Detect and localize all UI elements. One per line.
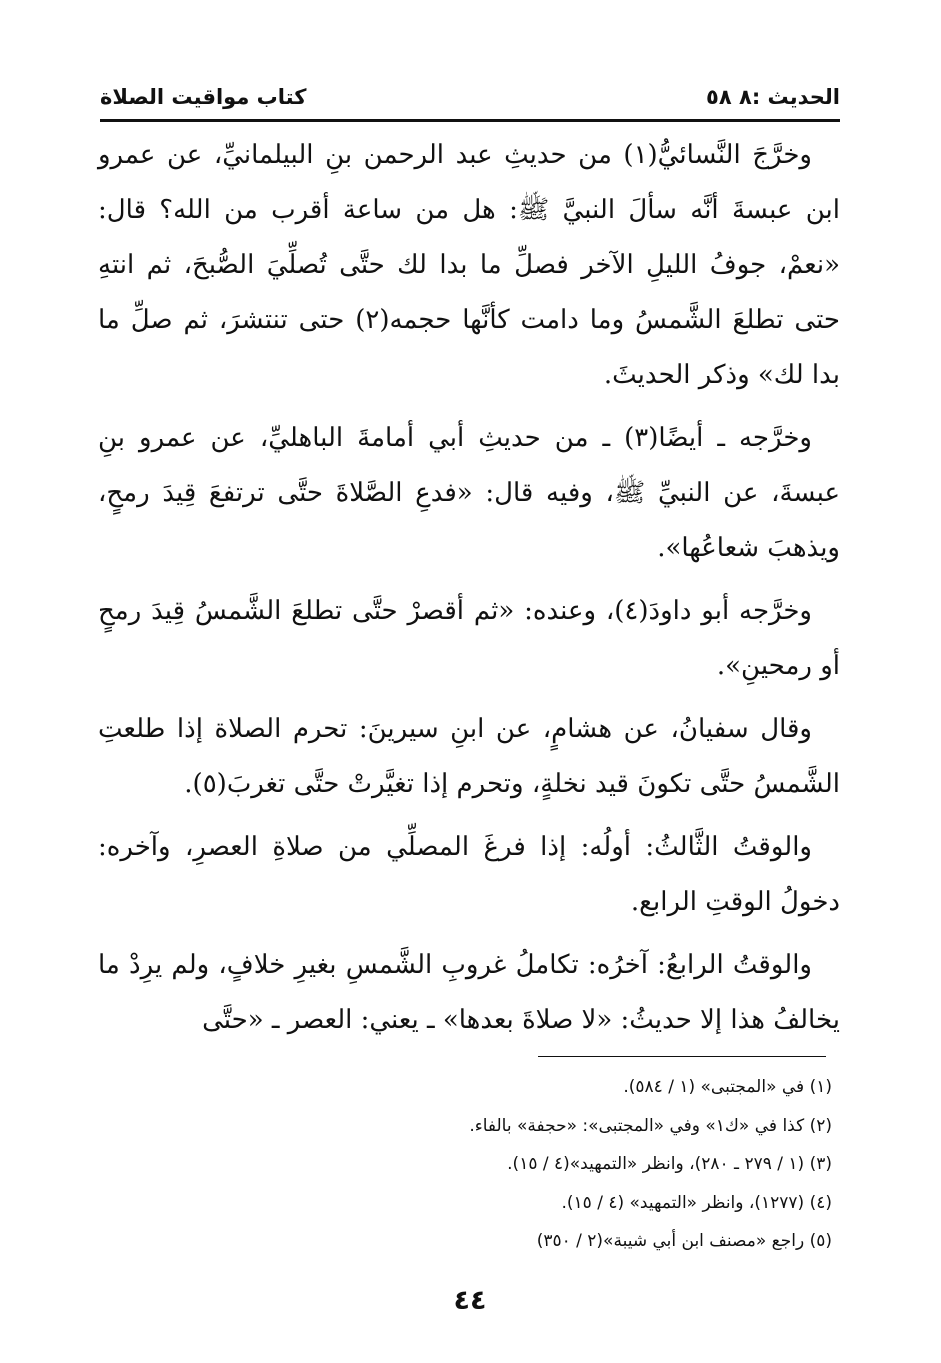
footnote: (٥) راجع «مصنف ابن أبي شيبة»(٢ / ٣٥٠) xyxy=(536,1231,832,1251)
footnote-separator xyxy=(538,1056,826,1057)
footnote: (١) في «المجتبى» (١ / ٥٨٤). xyxy=(623,1077,832,1097)
footnote: (٢) كذا في «ك١» وفي «المجتبى»: «حجفة» بالفاء. xyxy=(469,1115,832,1136)
paragraph: وخرَّجه أبو داودَ(٤)، وعنده: «ثم أقصرْ حتَّى تطلعَ الشَّمسُ قِيدَ رمحٍ أو رمحينِ». xyxy=(98,596,840,681)
footnote: (٣) (١ / ٢٧٩ ـ ٢٨٠)، وانظر «التمهيد»(٤ / ١٥). xyxy=(507,1154,832,1174)
running-header xyxy=(100,80,840,114)
paragraph: والوقتُ الرابعُ: آخرُه: تكاملُ غروبِ الشَّمسِ بغيرِ خلافٍ، ولم يرِدْ ما يخالفُ هذا إلا حديثُ: «لا صلاةَ بعدها» ـ يعني: العصر ـ «حتَّى xyxy=(98,950,840,1035)
page-number: ٤٤ xyxy=(453,1285,487,1316)
paragraph: وخرَّجه ـ أيضًا(٣) ـ من حديثِ أبي أمامةَ الباهليِّ، عن عمرو بنِ عبسةَ، عن النبيِّ ﷺ، وفيه قال: «فدعِ الصَّلاةَ حتَّى ترتفعَ قِيدَ رمحٍ، ويذهبَ شعاعُها». xyxy=(98,423,840,563)
header-rule xyxy=(100,119,840,122)
paragraph: وخرَّجَ النَّسائيُّ(١) من حديثِ عبد الرحمن بنِ البيلمانيِّ، عن عمرو ابن عبسةَ أنَّه سألَ النبيَّ ﷺ: هل من ساعة أقرب من الله؟ قال: «نعمْ، جوفُ الليلِ الآخر فصلِّ ما بدا لك حتَّى تُصلِّيَ الصُّبحَ، ثم انتهِ حتى تطلعَ الشَّمسُ وما دامت كأنَّها حجمه(٢) حتى تنتشرَ، ثم صلِّ ما بدا لك» وذكر الحديثَ. xyxy=(98,140,841,390)
hadith-label: الحديث :٨ ٥٨ xyxy=(706,85,840,109)
footnotes xyxy=(100,1068,832,1261)
paragraph: والوقتُ الثَّالثُ: أولُه: إذا فرغَ المصلِّي من صلاةِ العصرِ، وآخره: دخولُ الوقتِ الرابع. xyxy=(98,832,840,917)
paragraph: وقال سفيانُ، عن هشامٍ، عن ابنِ سيرينَ: تحرم الصلاة إذا طلعتِ الشَّمسُ حتَّى تكونَ قيد نخلةٍ، وتحرم إذا تغيَّرتْ حتَّى تغربَ(٥). xyxy=(98,714,840,799)
footnote: (٤) (١٢٧٧)، وانظر «التمهيد» (٤ / ١٥). xyxy=(561,1192,832,1213)
main-text xyxy=(98,128,840,1056)
chapter-title: كتاب مواقيت الصلاة xyxy=(100,85,307,109)
